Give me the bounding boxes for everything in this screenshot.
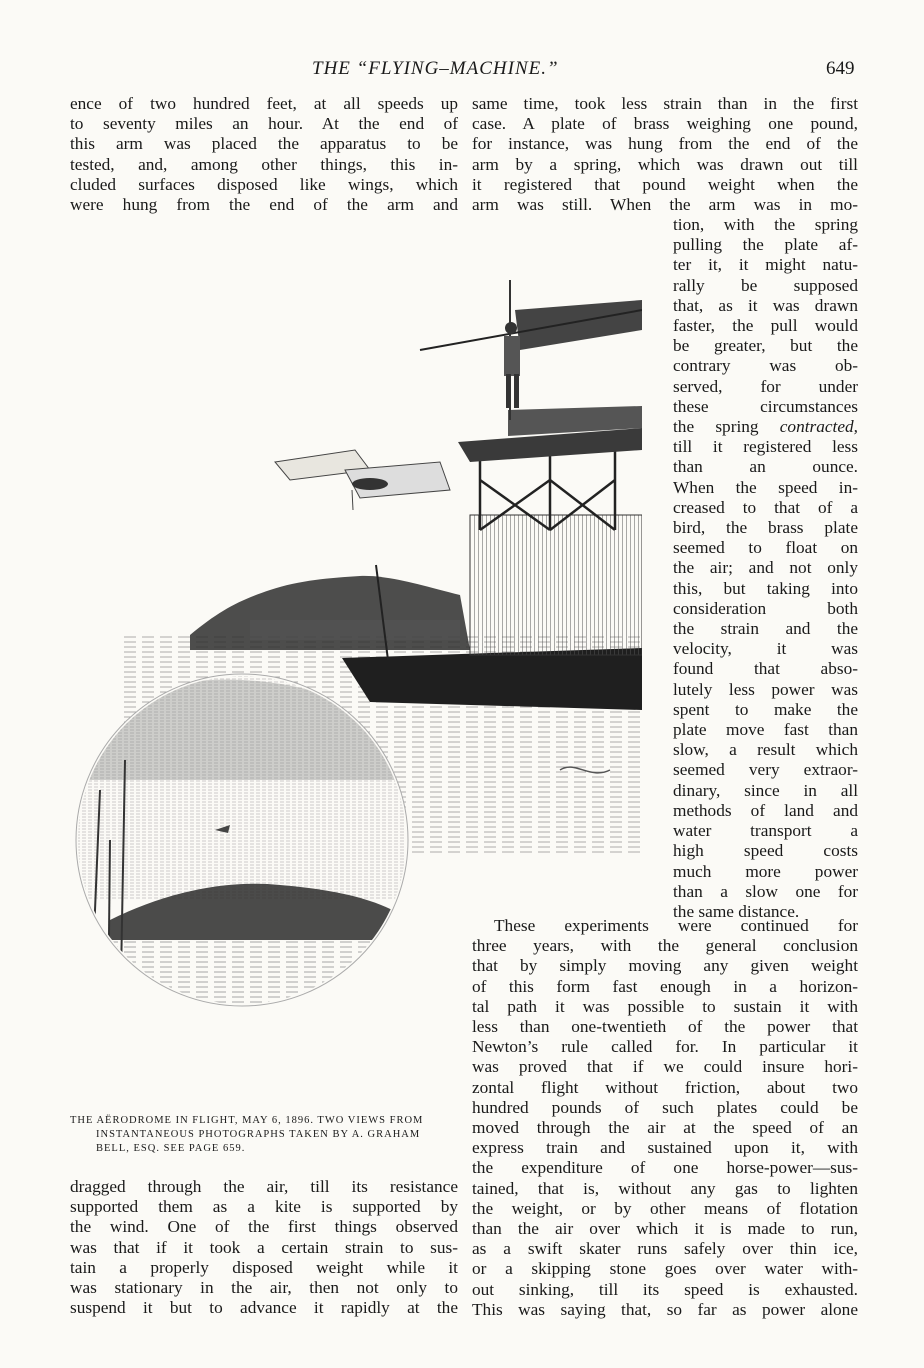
caption-line: THE AËRODROME IN FLIGHT, MAY 6, 1896. TWO VIEWS FROM [70,1115,424,1126]
text-line: as a swift skater runs safely over thin ice, [472,1239,858,1259]
text-line: contrary was ob- [673,356,858,376]
text-line: this, but taking into [673,578,858,598]
text-line: or a skipping stone goes over water with- [472,1259,858,1279]
text-line: ter it, it might natu- [673,255,858,275]
text-line: faster, the pull would [673,316,858,336]
text-line: the air; and not only [673,558,858,578]
text-line: tested, and, among other things, this in- [70,154,458,174]
right-column-top-paragraph [472,94,858,215]
text-line: tion, with the spring [673,215,858,234]
text-line: seemed very extraor- [673,760,858,780]
text-line: this arm was placed the apparatus to be [70,134,458,154]
text-line: bird, the brass plate [673,518,858,538]
text-line: was that if it took a certain strain to sus- [70,1237,458,1257]
text-line: hundred pounds of such plates could be [472,1097,858,1117]
text-line: moved through the air at the speed of an [472,1118,858,1138]
text-line: served, for under [673,376,858,396]
text-line: was stationary in the air, then not only to [70,1278,458,1298]
text-line: methods of land and [673,800,858,820]
text-line: spent to make the [673,699,858,719]
text-line: the same distance. [673,901,800,921]
text-line: be greater, but the [673,336,858,356]
aerodrome-model [275,450,450,510]
aerodrome-illustration [70,240,642,900]
text-line: water transport a [673,821,858,841]
text-line: dinary, since in all [673,780,858,800]
text-line: seemed to float on [673,538,858,558]
left-column-top-paragraph [70,94,458,215]
running-header [0,58,924,82]
left-column-bottom-paragraph [70,1177,458,1318]
text-line: dragged through the air, till its resistance [70,1177,458,1196]
text-line: much more power [673,861,858,881]
text-line: cluded surfaces disposed like wings, which [70,174,458,194]
text-line: ence of two hundred feet, at all speeds up [70,94,458,113]
text-line: tal path it was possible to sustain it with [472,996,858,1016]
text-line: When the speed in- [673,477,858,497]
figure-caption [70,1114,460,1156]
text-line: tained, that is, without any gas to lighten [472,1178,858,1198]
emphasis-contracted: contracted, [779,417,858,437]
text-line: the weight, or by other means of flotation [472,1198,858,1218]
text-line: case. A plate of brass weighing one pound, [472,114,858,134]
text-line: out sinking, till its speed is exhausted. [472,1279,858,1299]
text-line: slow, a result which [673,740,858,760]
text-line: arm by a spring, which was drawn out till [472,154,858,174]
text-line: tain a properly disposed weight while it [70,1257,458,1277]
text-line: velocity, it was [673,639,858,659]
text-line: of this form fast enough in a horizon- [472,976,858,996]
text-line: zontal flight without friction, about two [472,1077,858,1097]
text-line: These experiments were continued for [494,916,858,935]
caption-line: INSTANTANEOUS PHOTOGRAPHS TAKEN BY A. GRAHAM [96,1129,421,1140]
text-line: This was saying that, so far as power alone [472,1299,858,1319]
text-line: supported them as a kite is supported by [70,1197,458,1217]
page-number: 649 [826,58,855,79]
text-line: than the air over which it is made to run, [472,1219,858,1239]
text-line: arm was still. When the arm was in mo- [472,195,858,215]
text-line: were hung from the end of the arm and [70,195,458,215]
text-line [673,417,858,437]
text-line: the strain and the [673,619,858,639]
text-line: suspend it but to advance it rapidly at the [70,1298,458,1318]
text-line: the expenditure of one horse-power—sus- [472,1158,858,1178]
caption-line: BELL, ESQ. SEE PAGE 659. [96,1143,246,1154]
text-line: high speed costs [673,841,858,861]
text-line: pulling the plate af- [673,235,858,255]
text-line: three years, with the general conclusion [472,936,858,956]
text-line: Newton’s rule called for. In particular it [472,1037,858,1057]
text-line: the wind. One of the first things observed [70,1217,458,1237]
text-line: creased to that of a [673,497,858,517]
text-line: same time, took less strain than in the first [472,94,858,113]
text-line: that by simply moving any given weight [472,956,858,976]
text-line: express train and sustained upon it, with [472,1138,858,1158]
text-line: found that abso- [673,659,858,679]
text-line: was proved that if we could insure hori- [472,1057,858,1077]
text-line: to seventy miles an hour. At the end of [70,114,458,134]
text-line: than a slow one for [673,881,858,901]
text-line: till it registered less [673,437,858,457]
text-run: the spring [673,417,780,437]
text-line: plate move fast than [673,720,858,740]
text-line: less than one-twentieth of the power that [472,1017,858,1037]
text-line: that, as it was drawn [673,295,858,315]
text-line: consideration both [673,598,858,618]
text-line: lutely less power was [673,679,858,699]
text-line: rally be supposed [673,275,858,295]
rotating-arm [515,300,642,350]
text-line: than an ounce. [673,457,858,477]
right-column-wrapped-paragraph [673,215,858,922]
text-line: it registered that pound weight when the [472,174,858,194]
running-title: THE “FLYING–MACHINE.” [312,58,559,79]
house-structure [470,515,642,655]
text-line: these circumstances [673,396,858,416]
text-line: for instance, was hung from the end of the [472,134,858,154]
illustration-drawing [70,240,642,1120]
